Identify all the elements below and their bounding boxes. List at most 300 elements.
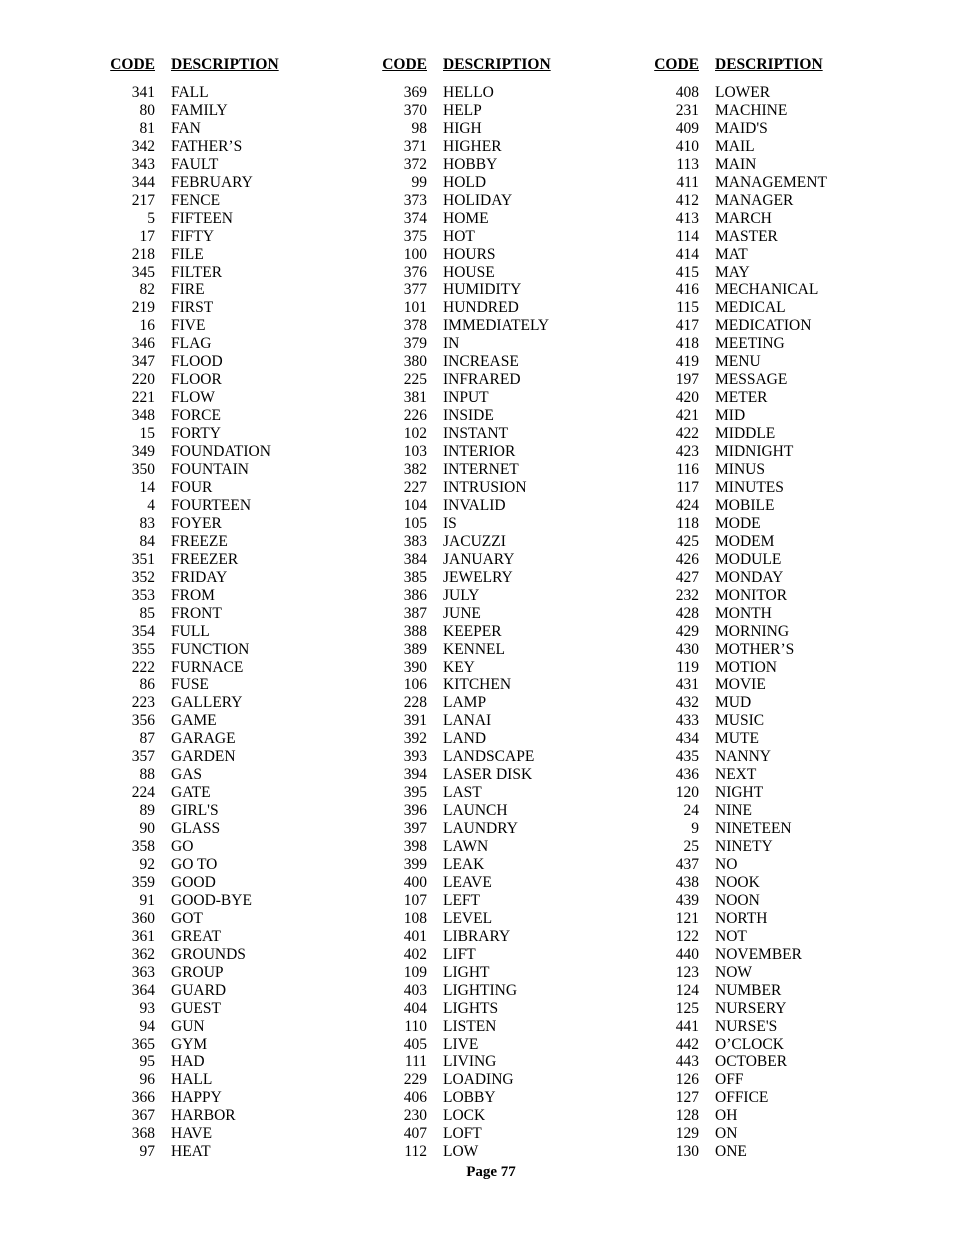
code-value: 105: [403, 514, 427, 532]
code-value: 96: [139, 1071, 155, 1089]
list-item: [104, 281, 354, 299]
list-item: [648, 461, 898, 479]
description-value: NOT: [715, 927, 747, 945]
list-item: [104, 120, 354, 138]
description-value: LOW: [443, 1143, 479, 1161]
description-value: GOT: [171, 909, 203, 927]
description-value: MACHINE: [715, 101, 788, 119]
list-item: [376, 443, 626, 461]
code-value: 351: [131, 550, 155, 568]
code-value: 359: [131, 873, 155, 891]
list-item: [104, 299, 354, 317]
list-item: [376, 784, 626, 802]
code-value: 366: [131, 1089, 155, 1107]
description-value: GROUNDS: [171, 945, 246, 963]
code-value: 80: [139, 101, 155, 119]
code-value: 372: [403, 155, 427, 173]
description-value: MESSAGE: [715, 371, 788, 389]
description-value: HUMIDITY: [443, 281, 522, 299]
code-header: CODE: [382, 56, 427, 73]
description-value: HIGHER: [443, 137, 502, 155]
description-value: GOOD-BYE: [171, 891, 252, 909]
description-value: FULL: [171, 622, 210, 640]
description-value: MOBILE: [715, 496, 775, 514]
description-value: HUNDRED: [443, 299, 519, 317]
description-value: NOW: [715, 963, 753, 981]
code-value: 382: [403, 461, 427, 479]
code-value: 87: [139, 730, 155, 748]
list-item: [104, 1071, 354, 1089]
description-value: MINUTES: [715, 478, 784, 496]
list-item: [376, 676, 626, 694]
description-value: MOVIE: [715, 676, 766, 694]
code-value: 110: [404, 1017, 427, 1035]
description-value: GARDEN: [171, 748, 236, 766]
list-item: [104, 479, 354, 497]
code-value: 435: [675, 748, 699, 766]
code-value: 130: [675, 1143, 699, 1161]
list-item: [376, 587, 626, 605]
description-value: NURSERY: [715, 999, 787, 1017]
description-value: MINUS: [715, 461, 765, 479]
code-value: 375: [403, 227, 427, 245]
code-value: 412: [675, 191, 699, 209]
description-value: MUD: [715, 694, 752, 712]
description-value: NUMBER: [715, 981, 782, 999]
list-item: [104, 730, 354, 748]
code-value: 427: [675, 568, 699, 586]
code-value: 14: [139, 478, 155, 496]
code-value: 224: [131, 784, 155, 802]
list-item: [376, 120, 626, 138]
code-value: 109: [403, 963, 427, 981]
description-value: OFFICE: [715, 1089, 769, 1107]
code-value: 5: [147, 209, 155, 227]
description-value: INSTANT: [443, 425, 509, 443]
code-value: 94: [139, 1017, 155, 1035]
code-value: 389: [403, 640, 427, 658]
code-value: 369: [403, 84, 427, 101]
description-value: INTRUSION: [443, 478, 527, 496]
code-value: 360: [131, 909, 155, 927]
code-value: 119: [676, 658, 699, 676]
list-item: [648, 281, 898, 299]
list-item: [376, 964, 626, 982]
code-value: 407: [403, 1125, 427, 1143]
code-value: 381: [403, 389, 427, 407]
list-item: [376, 1125, 626, 1143]
code-value: 387: [403, 604, 427, 622]
code-value: 353: [131, 586, 155, 604]
code-value: 16: [139, 317, 155, 335]
description-value: HIGH: [443, 119, 482, 137]
description-value: MANAGEMENT: [715, 173, 827, 191]
list-item: [648, 1089, 898, 1107]
code-value: 394: [403, 766, 427, 784]
code-value: 15: [139, 425, 155, 443]
code-value: 93: [139, 999, 155, 1017]
list-item: [648, 479, 898, 497]
code-value: 98: [411, 119, 427, 137]
description-value: FOUR: [171, 478, 213, 496]
list-item: [376, 730, 626, 748]
description-value: LEAK: [443, 855, 485, 873]
list-item: [376, 210, 626, 228]
code-value: 391: [403, 712, 427, 730]
description-value: GUN: [171, 1017, 205, 1035]
description-value: LISTEN: [443, 1017, 497, 1035]
list-item: [376, 1036, 626, 1054]
list-item: [648, 694, 898, 712]
list-item: [376, 551, 626, 569]
code-value: 127: [675, 1089, 699, 1107]
code-value: 379: [403, 335, 427, 353]
code-value: 413: [675, 209, 699, 227]
code-value: 225: [403, 371, 427, 389]
code-value: 420: [675, 389, 699, 407]
description-value: HOBBY: [443, 155, 498, 173]
list-item: [648, 820, 898, 838]
description-value: MIDDLE: [715, 425, 776, 443]
description-value: FILTER: [171, 263, 223, 281]
list-item: [376, 425, 626, 443]
code-header: CODE: [654, 56, 699, 73]
code-value: 388: [403, 622, 427, 640]
description-value: MODULE: [715, 550, 782, 568]
code-value: 350: [131, 461, 155, 479]
list-item: [104, 874, 354, 892]
description-value: LOCK: [443, 1107, 486, 1125]
list-item: [104, 174, 354, 192]
list-item: [104, 659, 354, 677]
list-item: [104, 192, 354, 210]
code-value: 114: [676, 227, 699, 245]
code-value: 433: [675, 712, 699, 730]
description-value: GUARD: [171, 981, 227, 999]
code-value: 82: [139, 281, 155, 299]
list-item: [104, 1000, 354, 1018]
list-item: [104, 407, 354, 425]
list-item: [376, 659, 626, 677]
code-value: 362: [131, 945, 155, 963]
list-item: [648, 335, 898, 353]
code-value: 422: [675, 425, 699, 443]
list-item: [648, 156, 898, 174]
list-item: [648, 1071, 898, 1089]
description-value: INTERNET: [443, 461, 519, 479]
description-value: LIBRARY: [443, 927, 511, 945]
list-item: [648, 407, 898, 425]
description-value: GIRL'S: [171, 802, 219, 820]
list-item: [104, 1107, 354, 1125]
description-value: IMMEDIATELY: [443, 317, 550, 335]
description-value: MONTH: [715, 604, 772, 622]
list-item: [648, 641, 898, 659]
code-value: 218: [131, 245, 155, 263]
code-value: 408: [675, 84, 699, 101]
description-value: MODE: [715, 514, 761, 532]
list-item: [376, 641, 626, 659]
code-value: 367: [131, 1107, 155, 1125]
code-value: 370: [403, 101, 427, 119]
description-value: HOT: [443, 227, 475, 245]
code-value: 104: [403, 496, 427, 514]
code-value: 99: [411, 173, 427, 191]
code-value: 385: [403, 568, 427, 586]
list-item: [104, 982, 354, 1000]
list-item: [376, 281, 626, 299]
code-value: 429: [675, 622, 699, 640]
description-value: FALL: [171, 84, 209, 101]
description-value: MUSIC: [715, 712, 765, 730]
description-value: HOME: [443, 209, 489, 227]
description-value: FENCE: [171, 191, 221, 209]
code-value: 405: [403, 1035, 427, 1053]
description-value: MANAGER: [715, 191, 794, 209]
description-header: DESCRIPTION: [171, 56, 279, 73]
code-value: 89: [139, 802, 155, 820]
list-item: [648, 910, 898, 928]
code-value: 217: [131, 191, 155, 209]
description-value: LAND: [443, 730, 487, 748]
description-value: FORTY: [171, 425, 221, 443]
description-value: FLOOR: [171, 371, 222, 389]
code-value: 443: [675, 1053, 699, 1071]
list-item: [104, 1089, 354, 1107]
description-value: FAULT: [171, 155, 219, 173]
list-item: [376, 569, 626, 587]
description-value: FATHER’S: [171, 137, 243, 155]
description-value: MORNING: [715, 622, 790, 640]
list-item: [648, 569, 898, 587]
code-value: 376: [403, 263, 427, 281]
list-item: [376, 605, 626, 623]
list-item: [648, 353, 898, 371]
code-value: 128: [675, 1107, 699, 1125]
list-item: [376, 138, 626, 156]
list-item: [104, 928, 354, 946]
code-value: 345: [131, 263, 155, 281]
description-value: MEETING: [715, 335, 785, 353]
list-item: [376, 102, 626, 120]
list-item: [376, 497, 626, 515]
code-value: 347: [131, 353, 155, 371]
description-value: MECHANICAL: [715, 281, 819, 299]
description-value: LIVE: [443, 1035, 479, 1053]
code-value: 342: [131, 137, 155, 155]
list-item: [104, 856, 354, 874]
code-value: 107: [403, 891, 427, 909]
code-value: 113: [676, 155, 699, 173]
list-item: [648, 748, 898, 766]
code-value: 411: [676, 173, 699, 191]
list-item: [104, 694, 354, 712]
code-value: 386: [403, 586, 427, 604]
list-item: [648, 766, 898, 784]
code-value: 81: [139, 119, 155, 137]
list-item: [648, 659, 898, 677]
list-item: [104, 784, 354, 802]
description-value: FOYER: [171, 514, 222, 532]
list-item: [376, 892, 626, 910]
description-value: OH: [715, 1107, 738, 1125]
code-value: 395: [403, 784, 427, 802]
list-item: [648, 264, 898, 282]
description-value: ONE: [715, 1143, 747, 1161]
code-value: 418: [675, 335, 699, 353]
code-value: 377: [403, 281, 427, 299]
description-value: INTERIOR: [443, 443, 516, 461]
list-item: [648, 964, 898, 982]
list-item: [376, 1018, 626, 1036]
description-value: FRIDAY: [171, 568, 228, 586]
list-item: [104, 712, 354, 730]
description-value: HELP: [443, 101, 482, 119]
list-item: [648, 389, 898, 407]
list-item: [648, 138, 898, 156]
code-value: 440: [675, 945, 699, 963]
description-value: NANNY: [715, 748, 771, 766]
code-value: 402: [403, 945, 427, 963]
code-value: 123: [675, 963, 699, 981]
list-item: [648, 605, 898, 623]
description-value: LIGHTING: [443, 981, 518, 999]
code-value: 417: [675, 317, 699, 335]
code-value: 85: [139, 604, 155, 622]
code-value: 102: [403, 425, 427, 443]
description-value: FIRE: [171, 281, 205, 299]
list-item: [648, 1036, 898, 1054]
code-value: 431: [675, 676, 699, 694]
list-item: [104, 461, 354, 479]
column-header: [376, 55, 626, 75]
list-item: [376, 802, 626, 820]
list-item: [376, 982, 626, 1000]
list-item: [376, 820, 626, 838]
list-item: [648, 299, 898, 317]
code-value: 438: [675, 873, 699, 891]
list-item: [376, 856, 626, 874]
list-item: [104, 1125, 354, 1143]
description-value: MAIL: [715, 137, 755, 155]
code-value: 403: [403, 981, 427, 999]
code-value: 226: [403, 407, 427, 425]
code-value: 348: [131, 407, 155, 425]
code-value: 17: [139, 227, 155, 245]
description-value: MASTER: [715, 227, 778, 245]
code-value: 116: [676, 461, 699, 479]
description-value: LEFT: [443, 891, 481, 909]
code-value: 357: [131, 748, 155, 766]
description-value: FURNACE: [171, 658, 244, 676]
description-value: FORCE: [171, 407, 221, 425]
list-item: [104, 228, 354, 246]
code-value: 434: [675, 730, 699, 748]
code-value: 24: [683, 802, 699, 820]
list-item: [104, 748, 354, 766]
description-value: HEAT: [171, 1143, 211, 1161]
code-value: 361: [131, 927, 155, 945]
description-value: FOUNDATION: [171, 443, 271, 461]
list-item: [104, 497, 354, 515]
code-value: 221: [131, 389, 155, 407]
list-item: [104, 371, 354, 389]
list-item: [376, 174, 626, 192]
list-item: [104, 569, 354, 587]
description-value: HOUSE: [443, 263, 495, 281]
list-item: [376, 264, 626, 282]
code-value: 373: [403, 191, 427, 209]
description-value: GYM: [171, 1035, 208, 1053]
list-item: [104, 676, 354, 694]
code-value: 97: [139, 1143, 155, 1161]
code-value: 227: [403, 478, 427, 496]
list-item: [648, 228, 898, 246]
description-value: MUTE: [715, 730, 759, 748]
code-value: 390: [403, 658, 427, 676]
code-value: 400: [403, 873, 427, 891]
code-value: 380: [403, 353, 427, 371]
code-value: 111: [404, 1053, 427, 1071]
description-value: MAIN: [715, 155, 757, 173]
description-value: FAMILY: [171, 101, 228, 119]
code-column-3: [648, 55, 898, 1161]
list-item: [648, 784, 898, 802]
list-item: [104, 317, 354, 335]
list-item: [648, 1018, 898, 1036]
column-header: [648, 55, 898, 75]
code-value: 396: [403, 802, 427, 820]
description-value: NIGHT: [715, 784, 764, 802]
description-value: MOTHER’S: [715, 640, 795, 658]
list-item: [376, 910, 626, 928]
code-value: 125: [675, 999, 699, 1017]
description-value: LAWN: [443, 838, 489, 856]
list-item: [648, 317, 898, 335]
list-item: [376, 623, 626, 641]
description-value: FUNCTION: [171, 640, 250, 658]
list-item: [104, 246, 354, 264]
description-value: GAS: [171, 766, 203, 784]
code-value: 231: [675, 101, 699, 119]
description-value: LAUNCH: [443, 802, 508, 820]
list-item: [376, 461, 626, 479]
code-value: 230: [403, 1107, 427, 1125]
description-value: JULY: [443, 586, 480, 604]
code-value: 9: [691, 820, 699, 838]
description-value: HOURS: [443, 245, 496, 263]
list-item: [648, 443, 898, 461]
list-item: [648, 982, 898, 1000]
list-item: [104, 910, 354, 928]
list-item: [648, 192, 898, 210]
description-header: DESCRIPTION: [715, 56, 823, 73]
list-item: [376, 317, 626, 335]
description-value: JACUZZI: [443, 532, 506, 550]
code-header: CODE: [110, 56, 155, 73]
code-value: 228: [403, 694, 427, 712]
list-item: [648, 1053, 898, 1071]
code-value: 223: [131, 694, 155, 712]
description-value: HOLD: [443, 173, 487, 191]
list-item: [104, 443, 354, 461]
code-value: 120: [675, 784, 699, 802]
description-value: MENU: [715, 353, 761, 371]
code-value: 222: [131, 658, 155, 676]
list-item: [104, 802, 354, 820]
code-list: [648, 84, 898, 1161]
description-value: LIGHTS: [443, 999, 499, 1017]
